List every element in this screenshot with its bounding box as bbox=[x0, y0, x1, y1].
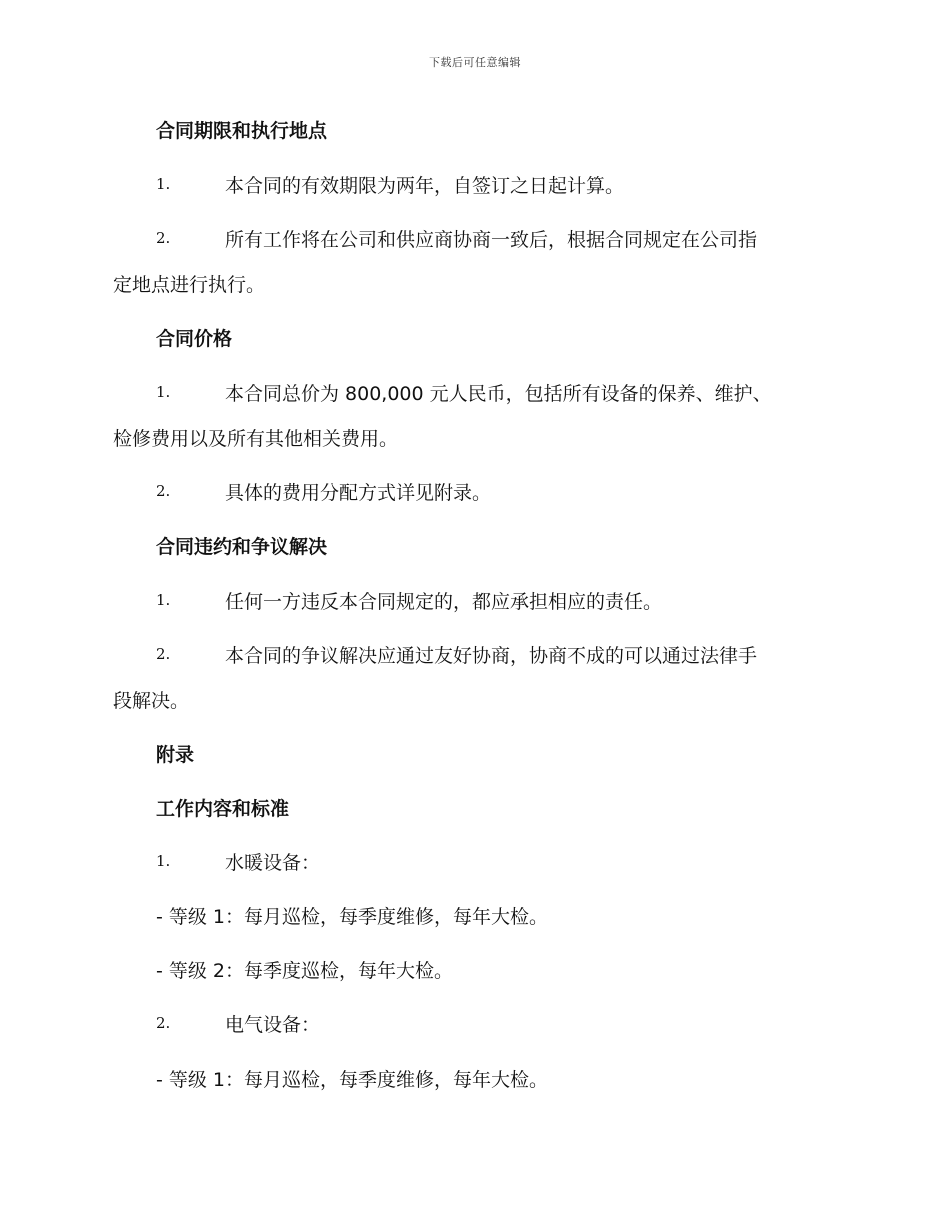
level-line: - 等级 2：每季度巡检，每年大检。 bbox=[156, 960, 454, 982]
list-number: 1. bbox=[156, 852, 171, 870]
section-heading-appendix: 附录 bbox=[156, 744, 195, 766]
list-item-text: 具体的费用分配方式详见附录。 bbox=[225, 482, 492, 504]
list-number: 2. bbox=[156, 1014, 171, 1032]
list-item-text-continued: 段解决。 bbox=[113, 690, 190, 712]
list-number: 1. bbox=[156, 591, 171, 609]
list-number: 2. bbox=[156, 229, 171, 247]
list-item-text: 本合同的争议解决应通过友好协商，协商不成的可以通过法律手 bbox=[225, 645, 758, 667]
page-header: 下载后可任意编辑 bbox=[429, 56, 521, 69]
list-number: 1. bbox=[156, 175, 171, 193]
list-item-text: 电气设备： bbox=[225, 1014, 321, 1036]
list-number: 2. bbox=[156, 645, 171, 663]
level-line: - 等级 1：每月巡检，每季度维修，每年大检。 bbox=[156, 1069, 549, 1091]
list-item-text-continued: 定地点进行执行。 bbox=[113, 274, 266, 296]
section-heading-term: 合同期限和执行地点 bbox=[156, 120, 328, 142]
list-number: 2. bbox=[156, 482, 171, 500]
level-line: - 等级 1：每月巡检，每季度维修，每年大检。 bbox=[156, 906, 549, 928]
section-heading-work: 工作内容和标准 bbox=[156, 798, 290, 820]
section-heading-breach: 合同违约和争议解决 bbox=[156, 536, 328, 558]
section-heading-price: 合同价格 bbox=[156, 328, 233, 350]
list-item-text: 本合同总价为 800,000 元人民币，包括所有设备的保养、维护、 bbox=[225, 383, 772, 405]
list-item-text: 任何一方违反本合同规定的，都应承担相应的责任。 bbox=[225, 591, 663, 613]
list-item-text: 水暖设备： bbox=[225, 852, 321, 874]
list-item-text: 所有工作将在公司和供应商协商一致后，根据合同规定在公司指 bbox=[225, 229, 758, 251]
list-item-text: 本合同的有效期限为两年，自签订之日起计算。 bbox=[225, 175, 625, 197]
list-number: 1. bbox=[156, 383, 171, 401]
list-item-text-continued: 检修费用以及所有其他相关费用。 bbox=[113, 428, 399, 450]
